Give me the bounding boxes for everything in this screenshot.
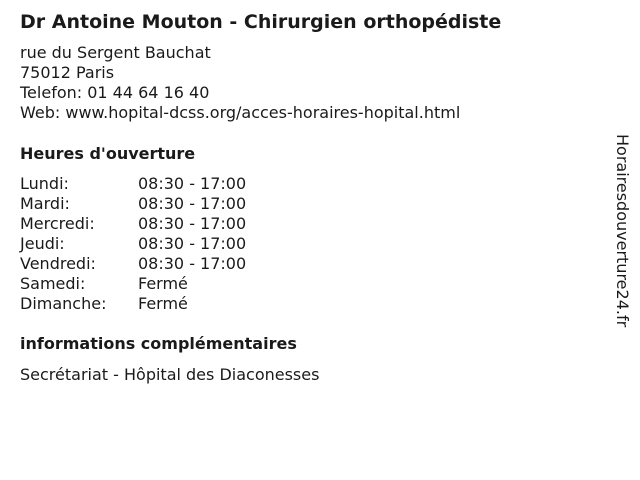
city-postcode: 75012 Paris bbox=[20, 63, 115, 82]
time-value: Fermé bbox=[138, 294, 188, 313]
time-value: 08:30 - 17:00 bbox=[138, 174, 247, 193]
hours-row bbox=[20, 294, 320, 314]
day-label: Mercredi: bbox=[20, 214, 95, 233]
day-label: Samedi: bbox=[20, 274, 86, 293]
site-watermark: Horairesdouverture24.fr bbox=[613, 134, 632, 328]
time-value: Fermé bbox=[138, 274, 188, 293]
day-label: Vendredi: bbox=[20, 254, 96, 273]
hours-row bbox=[20, 234, 320, 254]
hours-row bbox=[20, 214, 320, 234]
day-label: Lundi: bbox=[20, 174, 69, 193]
day-label: Dimanche: bbox=[20, 294, 107, 313]
hours-row bbox=[20, 194, 320, 214]
opening-hours-table bbox=[20, 174, 320, 314]
phone-number: Telefon: 01 44 64 16 40 bbox=[20, 83, 210, 102]
hours-row bbox=[20, 254, 320, 274]
additional-info-heading: informations complémentaires bbox=[20, 334, 297, 353]
day-label: Jeudi: bbox=[20, 234, 65, 253]
hours-row bbox=[20, 174, 320, 194]
hours-row bbox=[20, 274, 320, 294]
website-link[interactable]: Web: www.hopital-dcss.org/acces-horaires-hopital.html bbox=[20, 103, 461, 122]
address-block bbox=[20, 43, 460, 123]
time-value: 08:30 - 17:00 bbox=[138, 214, 247, 233]
additional-info-text: Secrétariat - Hôpital des Diaconesses bbox=[20, 365, 320, 384]
time-value: 08:30 - 17:00 bbox=[138, 194, 247, 213]
page-title: Dr Antoine Mouton - Chirurgien orthopédiste bbox=[20, 11, 502, 33]
street-address: rue du Sergent Bauchat bbox=[20, 43, 211, 62]
time-value: 08:30 - 17:00 bbox=[138, 234, 247, 253]
time-value: 08:30 - 17:00 bbox=[138, 254, 247, 273]
day-label: Mardi: bbox=[20, 194, 70, 213]
opening-hours-heading: Heures d'ouverture bbox=[20, 144, 196, 163]
